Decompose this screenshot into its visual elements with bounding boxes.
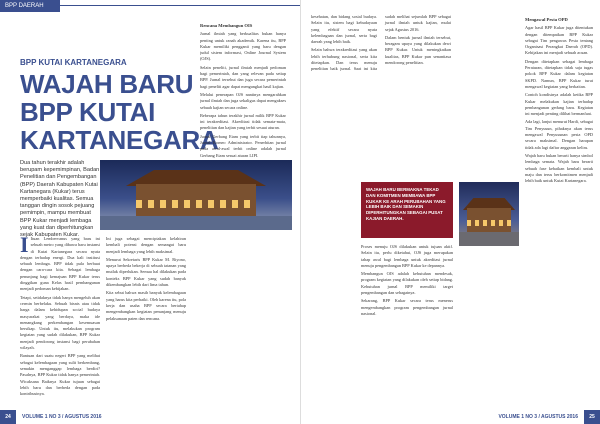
- paragraph: Dengan ditetapkan sebagai lembaga Peraturan, ditetapkan tidak saja tugas pokok BPP Kukar dalam kegiatan SKPD. Namun, BPP Kukar turut mengawal kegiatan yang berkaitan.: [525, 58, 593, 89]
- paragraph: Contoh kondisinya adalah ketika BPP Kukar melakukan kajian terhadap pembangunan gedung baru. Kegiatan ini menjadi penting dilihat bermanfaat.: [525, 92, 593, 117]
- paragraph: Ada lagi, lanjut menurut Hardi, sebagai Tim Penyusun, pihaknya akan terus mengawal Penyusunan pesta OPD secara maksimal. Dengan harapan tidak ada lagi daftar anggaran keliru.: [525, 119, 593, 150]
- paragraph: Wajah baru bukan berarti hanya simbol lembaga semata. Wajah baru berarti sebuah fase kebaikan kembali untuk maju dan terus berkomitmen menjadi lebih baik untuk Kutai Kartanegara.: [525, 152, 593, 184]
- paragraph: Selain peneliti, jurnal ilmiah menjadi pedoman bagi pemerintah, dan yang relevan pada setiap BPP. Jurnal tersebut dan juga secara pemerintah bagi peneliti agar dapat mengangkat hasil kajian.: [200, 64, 286, 89]
- right-page-number: 25: [584, 410, 600, 424]
- right-column-3: [525, 14, 593, 404]
- right-page: [300, 0, 600, 424]
- paragraph: Menurut Sekretaris BPP Kukar M. Riyono, upaya berbeda bekerja di sebuah tatanan yang mutlak diperlukan. Semua hal dilakukan pada konteks BPP Kukar yang sudah banyak dikembangkan lebih dari lima tahun.: [106, 256, 186, 288]
- photo-lights: [467, 220, 511, 226]
- left-footer: [0, 410, 300, 424]
- paragraph: Ini juga sebagai menciptakan kelahiran kembali potensi dengan semangat baru menjadi lembaga yang lebih maksimal.: [106, 236, 186, 254]
- right-footer: [301, 410, 600, 424]
- left-column-1: [20, 236, 100, 404]
- article-intro: Dua tahun terakhir adalah berupam kepemimpinan, Badan Penelitian dan Pengembangan (BPP) Daerah Kabupaten Kutai Kartanegara (Kukar) terus memperbaiki kualitas. Semua tanggan dingin sosok pejuang pemimpin, mampu membuat BPP Kukar menjadi lembaga yang kuat dan diperhitungkan sejak Kabupaten Kukar.: [20, 160, 100, 239]
- paragraph: Kita sebut bahwa masih banyak kelembagaan yang harus kita perbaiki. Oleh karena itu, pola kerja dan usaha BPP secara bertahap mengembangkan kegiatan penunjang menuju pelaksanaan paten dan rencana.: [106, 290, 186, 321]
- pull-quote: WAJAH BARU BERMAKNA TEKAD DAN KOMITMEN MEMBAWA BPP KUKAR KE ARAH PERUBAHAN YANG LEBIH BAIK DAN SEMAKIN DIPERHITUNGKAN SEBAGAI PUSAT KAJIAN DAERAH.: [361, 182, 453, 238]
- paragraph: Jurnal Gerbang Etam yang terbit tiap tahunnya, Jurnal Borneo Administrator. Penerbitan jurnal pada awal-awal terbit online adalah jurnal Gerbang Etam sesuai aturan LIPI.: [200, 133, 286, 158]
- subheading: Mengawal Pesta OPD: [525, 17, 568, 22]
- left-issue-label: VOLUME 1 NO 3 / AGUSTUS 2016: [22, 414, 102, 420]
- paragraph: Membangun OJS adalah kebutuhan mendesak, program kegiatan yang dilakukan oleh setiap bidang. Kebutuhan jurnal BPP memiliki target pengembangan dan sebagainya.: [361, 271, 453, 296]
- right-column-2: [361, 244, 453, 404]
- paragraph: Bantuan dari suatu negeri BPP yang melihat sebagai kelembagaan yang sulit berkembang, semakin menganggap lembaga berdiri? Pasalnya, BPP Kukar tidak hanya pemerintah. Wicaksana Baiknya Kukar tujuan sebagai lebih baru dan berbeda dengan pada kontribusinya.: [20, 353, 100, 397]
- left-column-2: [106, 236, 186, 404]
- paragraph: Sekarang, BPP Kukar secara terus menerus mengembangkan program pengembangan jurnal nasional.: [361, 298, 453, 316]
- paragraph: Melalui penerapan OJS nantinya mengarahkan jurnal ilmiah dan juga sekaligus dapat mengakses sebuah kajian secara online.: [200, 91, 286, 110]
- right-issue-label: VOLUME 1 NO 3 / AGUSTUS 2016: [498, 414, 578, 420]
- headline-line-2: BPP KUTAI KARTANEGARA: [20, 97, 219, 155]
- left-page-number: 24: [0, 410, 16, 424]
- subheading: Rencana Membangun OIS: [200, 23, 253, 28]
- right-column-1: [311, 14, 451, 178]
- left-column-3: [200, 20, 286, 404]
- paragraph: Selain bahwa terakreditasi yang akan lebih terhubung nasional, serta kita ditetapkan. Dan terus menuju penelitian baik jurnal. Saat ini kita sudah melihat sejumlah BPP sebagai jurnal ilmiah untuk kajian, mulai sejak Agustus 2016.: [311, 14, 451, 72]
- drop-cap: I: [20, 236, 29, 257]
- paragraph: Proses menuju OJS dilakukan untuk tujuan aktif. Selain itu, perlu diketahui, OJS juga merupakan tahap awal bagi lembaga untuk akreditasi jurnal menuju pengembangan BPP Kukar ke depannya.: [361, 244, 453, 268]
- section-rule: [60, 5, 300, 6]
- paragraph: Agar hasil BPP Kukar juga ditentukan dengan ditempatkan BPP Kukar sebagai Tim pengawas Pesta tentang Organisasi Perangkat Daerah (OPD). Kebijakan ini menjadi sebuah acuan.: [525, 25, 593, 56]
- article-kicker: BPP KUTAI KARTANEGARA: [20, 58, 127, 67]
- paragraph: kesehatan, dan bidang sosial budaya. Selain itu, sistem bagi kebudayaan yang efektif secara nyata kelembagaan dan jurnal, serta bagi daerah yang lebih baik.: [311, 14, 377, 45]
- paragraph: Beberapa tahun terakhir jurnal milik BPP Kukar ini terakreditasi. Akreditasi tidak semata-mata, penelitian dan kajian yang terbit sesuai aturan.: [200, 112, 286, 131]
- paragraph: Dalam bentuk jurnal ilmiah tersebut, beragam upaya yang dilakukan dewi BPP Kukar. Untuk meningkatkan kualitas, BPP Kukar pun senantiasa mendorong penelitian.: [385, 34, 451, 66]
- paragraph: I Ituan Lembervanus yang baru ini sebuah metro yang dibawa baru instansi di Kutai Kartanegara secara nyata dengan terhadap energi. Dua kali institusi sebuah lembaga. BPP tidak pula berbuat dengan cara-cara kita. Sebagai lembaga penunjang bagi kemajuan BPP Kukar terus dinggikan guna Kelas hasil pembangunan menjadi pedoman kebijakan.: [20, 236, 100, 292]
- photo-ground: [459, 232, 519, 246]
- night-building-photo: [459, 182, 519, 246]
- section-tag: BPP DAERAH: [0, 0, 60, 12]
- headline-line-1: WAJAH BARU: [20, 69, 194, 99]
- paragraph: Tetapi, setidaknya tidak hanya mengeluh akan cermin berbelaku. Sebuah bisnis atau tidak harga dalam kehidupan social budaya masyarakat yang berdaya, maka ide menangkang perkembangan kesemuasan bersikap. Untuk itu, melakukan program kegiatan yang sudah dilakukan, BPP Kukar menjadi pendorong instansi bagi perubahan wilayah.: [20, 294, 100, 351]
- paragraph: Jurnal ilmiah yang berkualitas bukan hanya penting untuk ranah akademik. Karena itu, BPP Kukar memiliki pengganti yang baru dengan judul sistem informasi, Online Journal System (OJS).: [200, 31, 286, 62]
